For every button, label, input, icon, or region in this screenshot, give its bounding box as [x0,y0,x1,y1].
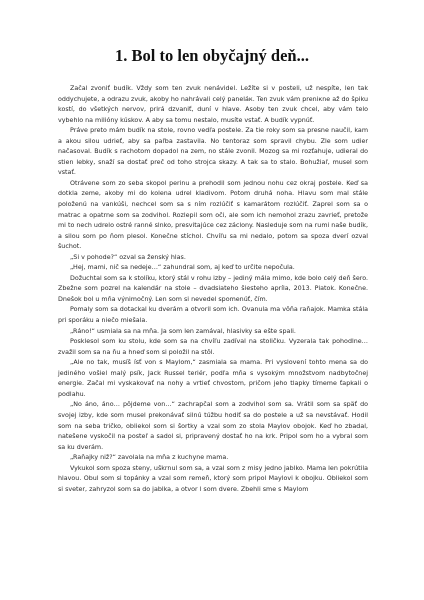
paragraph: „Ráno!“ usmiala sa na mňa. Ja som len zamával, hlasivky sa ešte spali. [70,327,296,335]
paragraph: Pomaly som sa dotackal ku dverám a otvoril som ich. Ovanula ma vôňa raňajok. Mamka stála pri sporáku a niečo miešala. [58,306,368,325]
paragraph: Začal zvoniť budík. Vždy som ten zvuk nenávidel. Ležíte si v posteli, už nespíte, len tak oddychujete, a odrazu zvuk, akoby ho nahrávali celý paneláк. Ten zvuk vám preniкne až do špiku kostí, do všetkých nervov, prirá dzvaniť, duní v hlave. Asoby ten zvuk chcel, aby vám telo vybehlo na milióny kúskov. A aby sa tomu nestalo, musíte vstať. A budík vypnúť. [58,85,368,124]
chapter-title: 1. Bol to len obyčajný deň... [115,46,309,65]
paragraph: Dožuchtal som sa k stolíku, ktorý stál v rohu izby – jediný mála mimo, kde bolo celý deň šero. Zbežne som pozrel na kalendár na stole – dvadsiateho šiesteho apríla, 2013. Piatok. Konečne. Dnešok bol u mňa výnimočný. Len som si nevedel spomenúť, čím. [58,274,368,303]
paragraph: „Ale no tak, musíš ísť von s Maylom,“ zasmiala sa mama. Pri vyslovení tohto mena sa do jediného vošiel malý psík, Jack Russel teriér, podľa mňa s vysokým množstvom nadbytočnej energie. Začal mi vyskakovať na nohy a vrtieť chvostom, pričom jeho tlapky tímeme ťapkali o podlahu. [58,359,368,398]
chapter-body [58,84,368,495]
paragraph: Posklesol som ku stolu, kde som sa na chvíľu zadíval na stoličku. Vyzerala tak pohodlne…zvažil som sa na ňu a hneď som si položil na stôl. [58,338,368,356]
paragraph: Otrávene som zo seba skopol perinu a prehodil som jednou nohu cez okraj postele. Keď sa dotkla zeme, akoby mi do kolena udrel kladivom. Potom druhá noha. Hlavu som mal stále položenú na vankúši, nechcel som sa s ním rozlúčiť s kamarátom rozlúčiť. Zaprel som sa o matrac a opatrne som sa zodvihol. Rozlepil som oči, ale som ich nemohol zrazu zavrieť, pretože mi to nech udrelo ostré ranné slnko, presvitajúce cez záclony. Nasleduje som na rumi naše budík, a silou som po ňom plesol. Konečne stíchol. Chvíľu sa mi nedalo, potom sa spoza dverí ozval šuchot. [58,179,368,251]
paragraph: „Hej, mami, nič sa nedeje…“ zahundral som, aj keď to určite nepočula. [70,264,295,272]
paragraph: Vykukol som spoza steny, uškrnul som sa, a vzal som z misy jedno jablko. Mama len pokrútila hlavou. Obul som si topánky a vzal som remeň, ktorý som pripol Maylovi k obojku. Obliekol som si sveter, zahryzol som sa do jablka, a otvor l som dvere. Zbehli sme s Maylom [58,464,368,493]
paragraph: „Si v pohode?“ ozval sa ženský hlas. [70,253,186,261]
paragraph: „No áno, áno… pôjdeme von…“ zachrapčal som a zodvihol som sa. Vrátil som sa späť do svojej izby, kde som musel prekonávať silnú túžbu hodiť sa do postele a už sa nevstávať. Hodil som na seba tričko, obliekol som si šortky a vzal som zo stola Maylov obojok. Keď ho zbadal, natešene vyskočil na posteľ a sadol si, pripravený dostať ho na krk. Pripol som ho a vybral som sa ku dverám. [58,401,368,451]
paragraph: Práve preto mám budík na stole, rovno vedľa postele. Za tie roky som sa presne naučil, kam a akou silou udrieť, aby sa paľba zastavila. No tentoraz som spravil chybu. Zle som udier načasoval. Budík s rachotom dopadol na zem, no stále zvonil. Mozog sa mi rozťahuje, udieral do stien lebky, snaží sa dostať preč od toho strojca skazy. A tak sa to stalo. Bohužiaľ, musel som vstať. [58,127,368,177]
paragraph: „Raňajky niž?“ zavolala na mňa z kuchyne mama. [70,454,229,462]
